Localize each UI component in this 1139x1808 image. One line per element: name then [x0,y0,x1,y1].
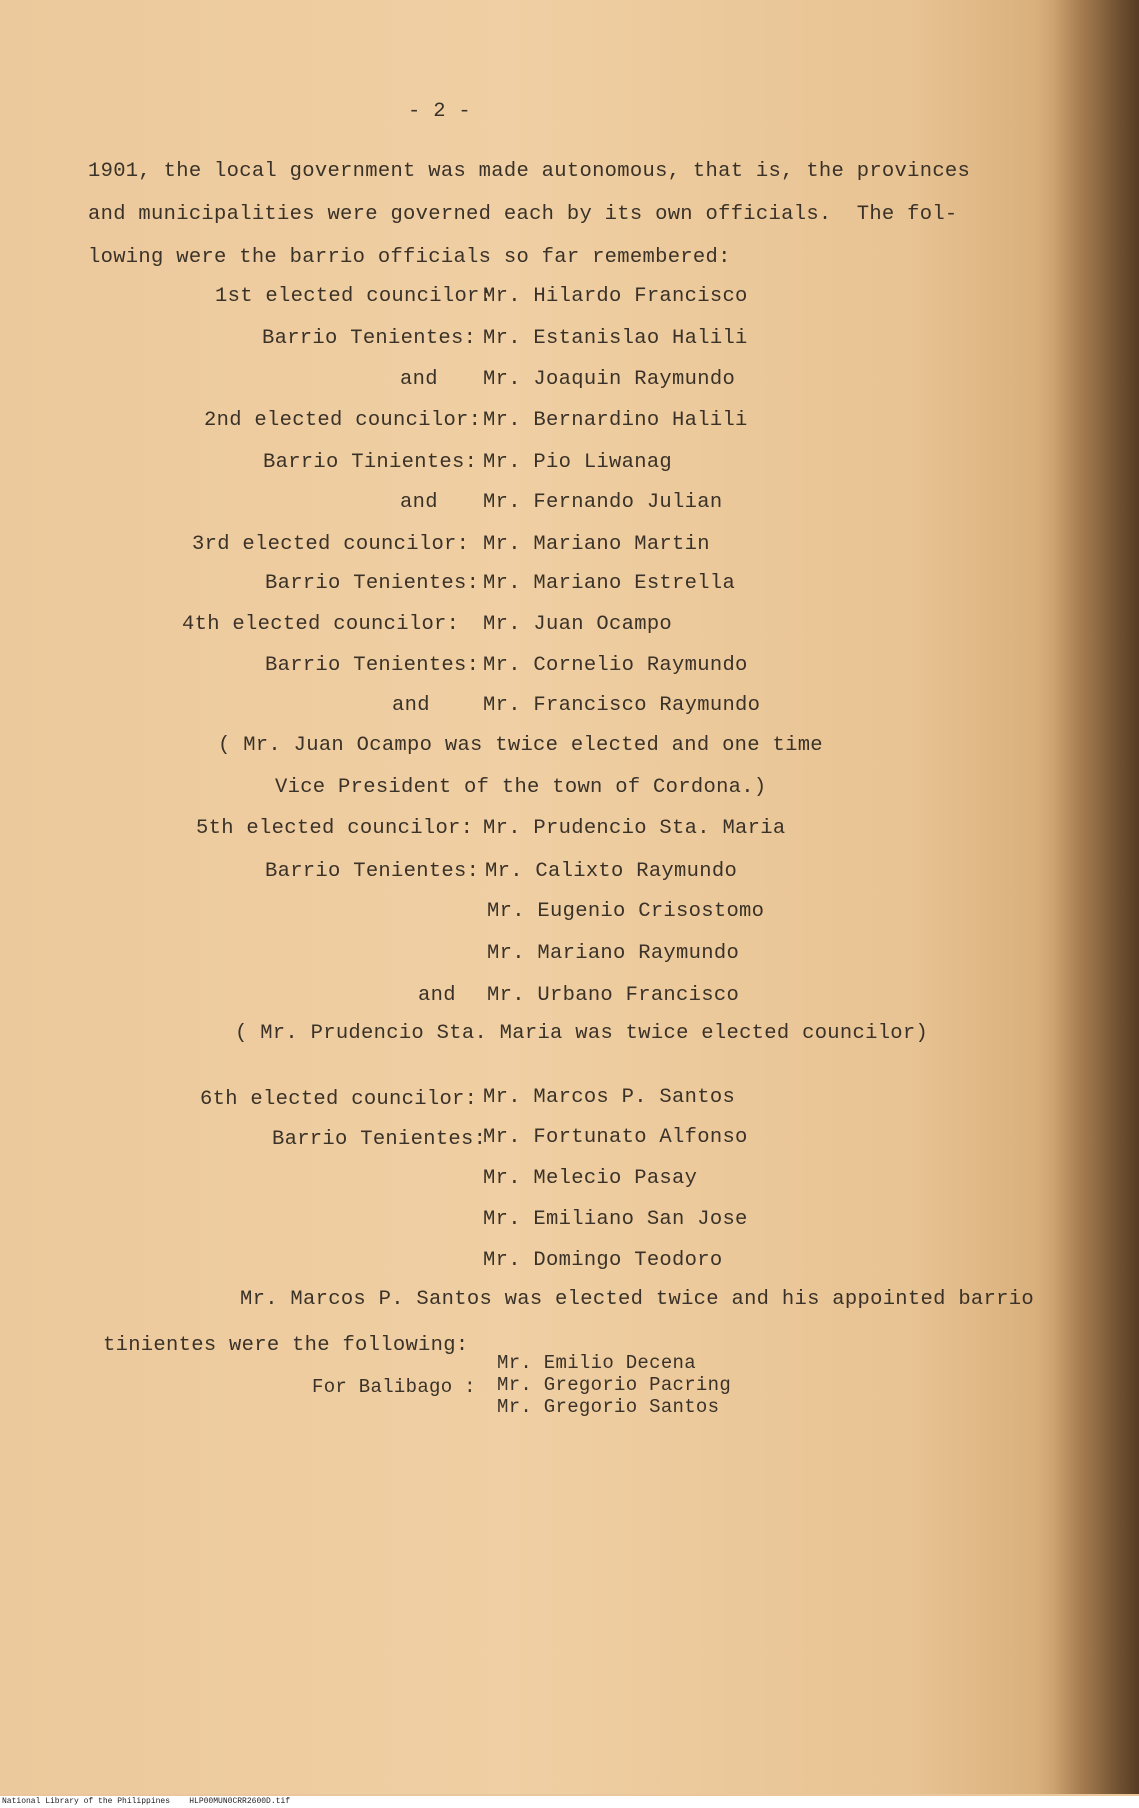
councilor-3-tenientes-label: Barrio Tenientes: [265,572,480,595]
councilor-1-name: Mr. Hilardo Francisco [483,285,748,308]
page-edge-shadow [1054,0,1139,1794]
councilor-1-teniente-2: Mr. Joaquin Raymundo [483,368,736,391]
councilor-4-and: and [392,694,430,717]
councilor-2-name: Mr. Bernardino Halili [483,409,748,432]
councilor-2-tenientes-label: Barrio Tinientes: [263,451,478,474]
balibago-teniente-3: Mr. Gregorio Santos [497,1396,720,1418]
councilor-2-and: and [400,491,438,514]
councilor-2-label: 2nd elected councilor: [204,409,482,432]
councilor-5-and: and [418,984,456,1007]
councilor-4-tenientes-label: Barrio Tenientes: [265,654,480,677]
closing-line-2: tinientes were the following: [103,1334,469,1357]
councilor-4-label: 4th elected councilor: [182,613,460,636]
councilor-3-teniente-1: Mr. Mariano Estrella [483,572,736,595]
councilor-2-teniente-1: Mr. Pio Liwanag [483,451,673,474]
councilor-5-tenientes-label: Barrio Tenientes: [265,860,480,883]
councilor-6-teniente-4: Mr. Domingo Teodoro [483,1249,723,1272]
councilor-6-teniente-3: Mr. Emiliano San Jose [483,1208,748,1231]
councilor-4-note-2: Vice President of the town of Cordona.) [275,776,767,799]
councilor-4-note-1: ( Mr. Juan Ocampo was twice elected and one time [218,734,823,757]
councilor-3-name: Mr. Mariano Martin [483,533,710,556]
councilor-4-teniente-1: Mr. Cornelio Raymundo [483,654,748,677]
councilor-1-tenientes-label: Barrio Tenientes: [262,327,477,350]
councilor-6-name: Mr. Marcos P. Santos [483,1086,736,1109]
councilor-5-note: ( Mr. Prudencio Sta. Maria was twice elected councilor) [235,1022,929,1045]
councilor-2-teniente-2: Mr. Fernando Julian [483,491,723,514]
councilor-1-teniente-1: Mr. Estanislao Halili [483,327,748,350]
councilor-5-teniente-3: Mr. Mariano Raymundo [487,942,740,965]
councilor-4-name: Mr. Juan Ocampo [483,613,673,636]
balibago-label: For Balibago : [312,1376,476,1398]
councilor-5-teniente-2: Mr. Eugenio Crisostomo [487,900,765,923]
intro-line-1: 1901, the local government was made autonomous, that is, the provinces [88,160,971,183]
councilor-5-teniente-4: Mr. Urbano Francisco [487,984,740,1007]
intro-line-3: lowing were the barrio officials so far remembered: [88,246,731,269]
page-number: - 2 - [408,100,472,123]
councilor-6-label: 6th elected councilor: [200,1088,478,1111]
councilor-5-teniente-1: Mr. Calixto Raymundo [485,860,738,883]
councilor-6-teniente-2: Mr. Melecio Pasay [483,1167,698,1190]
intro-line-2: and municipalities were governed each by its own officials. The fol- [88,203,958,226]
councilor-1-and: and [400,368,438,391]
scan-footer: National Library of the Philippines HLP00MUN0CRR2600D.tif [0,1796,1139,1808]
closing-line-1: Mr. Marcos P. Santos was elected twice and his appointed barrio [240,1288,1034,1311]
balibago-teniente-1: Mr. Emilio Decena [497,1352,696,1374]
balibago-teniente-2: Mr. Gregorio Pacring [497,1374,732,1396]
councilor-3-label: 3rd elected councilor: [192,533,470,556]
councilor-1-label: 1st elected councilor: [215,285,493,308]
councilor-5-label: 5th elected councilor: [196,817,474,840]
councilor-5-name: Mr. Prudencio Sta. Maria [483,817,786,840]
councilor-6-tenientes-label: Barrio Tenientes: [272,1128,487,1151]
councilor-4-teniente-2: Mr. Francisco Raymundo [483,694,761,717]
councilor-6-teniente-1: Mr. Fortunato Alfonso [483,1126,748,1149]
